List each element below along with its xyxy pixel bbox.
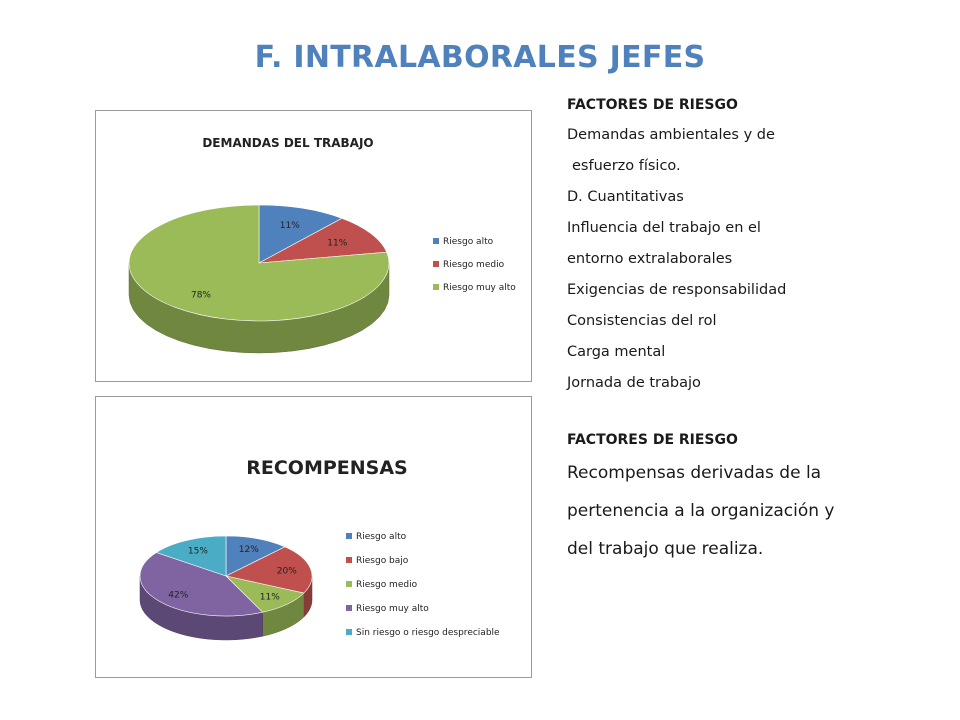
legend-entry: Sin riesgo o riesgo despreciable [356, 628, 500, 638]
pie-value-label: 12% [238, 545, 259, 556]
legend-entry: Riesgo bajo [356, 556, 409, 566]
legend-entry: Riesgo muy alto [443, 283, 516, 293]
legend-swatch [433, 238, 439, 244]
risk-factors-block-recompensas [567, 430, 952, 568]
factor-line: Influencia del trabajo en el [567, 220, 761, 236]
pie-value-label: 15% [187, 546, 208, 557]
pie-top-faces [129, 205, 389, 321]
page-title: F. INTRALABORALES JEFES [254, 40, 706, 75]
legend-swatch [346, 605, 352, 611]
legend-entry: Riesgo medio [443, 260, 505, 270]
risk-factors-heading: FACTORES DE RIESGO [567, 432, 738, 448]
risk-factors-block-demandas [567, 95, 952, 399]
risk-factors-heading: FACTORES DE RIESGO [567, 97, 738, 113]
recompensas-pie-chart [96, 397, 531, 677]
reward-line: Recompensas derivadas de la [567, 463, 822, 483]
legend-swatch [433, 261, 439, 267]
pie-value-label: 42% [168, 590, 189, 601]
legend-entry: Riesgo alto [443, 237, 494, 247]
factor-line: Jornada de trabajo [567, 375, 701, 391]
legend-entry: Riesgo muy alto [356, 604, 429, 614]
chart-legend [346, 532, 500, 638]
demandas-pie-chart [96, 111, 531, 381]
pie-value-label: 11% [259, 592, 280, 603]
chart-title: RECOMPENSAS [246, 457, 408, 479]
factor-line: D. Cuantitativas [567, 189, 684, 205]
factor-line: Demandas ambientales y de [567, 127, 775, 143]
reward-line: pertenencia a la organización y [567, 501, 835, 521]
factor-line: Carga mental [567, 344, 666, 360]
factor-line: Consistencias del rol [567, 313, 717, 329]
demandas-chart-frame [95, 110, 532, 382]
factor-line: esfuerzo físico. [572, 158, 681, 174]
legend-swatch [346, 533, 352, 539]
recompensas-chart-frame [95, 396, 532, 678]
legend-swatch [346, 581, 352, 587]
legend-entry: Riesgo medio [356, 580, 418, 590]
chart-title: DEMANDAS DEL TRABAJO [202, 136, 374, 150]
legend-entry: Riesgo alto [356, 532, 407, 542]
chart-legend [433, 237, 516, 293]
factor-line: entorno extralaborales [567, 251, 733, 267]
legend-swatch [346, 629, 352, 635]
legend-swatch [433, 284, 439, 290]
legend-swatch [346, 557, 352, 563]
pie-value-label: 20% [276, 566, 297, 577]
pie-value-label: 78% [190, 290, 212, 301]
pie-value-label: 11% [327, 238, 348, 249]
factor-line: Exigencias de responsabilidad [567, 282, 787, 298]
pie-value-label: 11% [279, 220, 300, 231]
reward-line: del trabajo que realiza. [567, 539, 764, 559]
